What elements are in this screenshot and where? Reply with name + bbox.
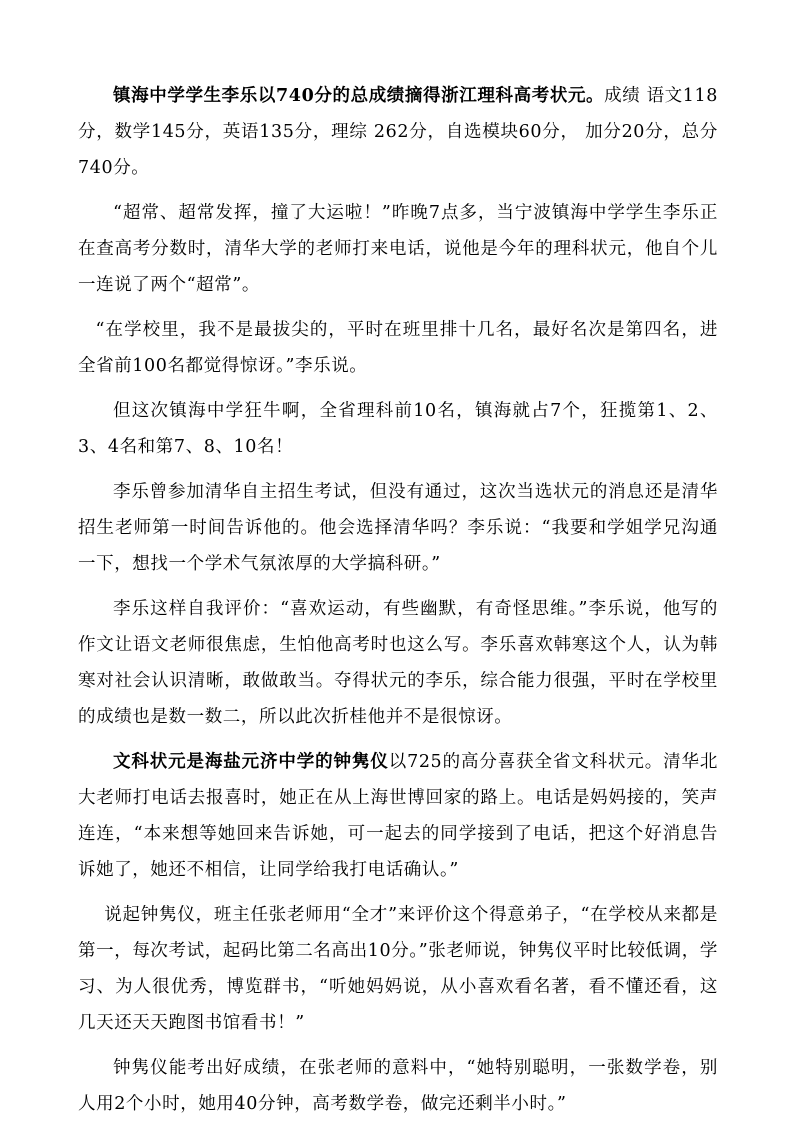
document-body	[78, 78, 718, 1131]
paragraph-text: 成绩 语文118分，数学145分，英语135分，理综 262分，自选模块60分， 加分20分，总分740分。	[78, 86, 719, 178]
paragraph-arts-champion	[78, 744, 718, 888]
paragraph-text: 钟隽仪能考出好成绩，在张老师的意料中，“她特别聪明，一张数学卷，别人用2个小时，她用40分钟，高考数学卷，做完还剩半小时。”	[78, 1058, 718, 1114]
paragraph-tsinghua	[78, 474, 718, 582]
paragraph-text: 李乐曾参加清华自主招生考试，但没有通过，这次当选状元的消息还是清华招生老师第一时间告诉他的。他会选择清华吗？李乐说：“我要和学姐学兄沟通一下，想找一个学术气氛浓厚的大学搞科研。”	[78, 482, 718, 574]
paragraph-text: “超常、超常发挥，撞了大运啦！”昨晚7点多，当宁波镇海中学学生李乐正在查高考分数时，清华大学的老师打来电话，说他是今年的理科状元，他自个儿一连说了两个“超常”。	[78, 203, 718, 295]
paragraph-li-le-score	[78, 78, 718, 186]
headline-li-le: 镇海中学学生李乐以740分的总成绩摘得浙江理科高考状元。	[113, 86, 605, 106]
paragraph-super-performance	[78, 195, 718, 303]
paragraph-math-exam	[78, 1050, 718, 1122]
paragraph-text: 说起钟隽仪，班主任张老师用“全才”来评价这个得意弟子，“在学校从来都是第一，每次考试，起码比第二名高出10分。”张老师说，钟隽仪平时比较低调，学习、为人很优秀，博览群书，“听她妈妈说，从小喜欢看名著，看不懂还看，这几天还天天跑图书馆看书！”	[78, 905, 718, 1033]
paragraph-text: “在学校里，我不是最拔尖的，平时在班里排十几名，最好名次是第四名，进全省前100名都觉得惊讶。”李乐说。	[78, 320, 718, 376]
headline-zhong-junyi: 文科状元是海盐元济中学的钟隽仪	[113, 752, 389, 772]
paragraph-teacher-zhang	[78, 897, 718, 1041]
paragraph-text: 李乐这样自我评价：“喜欢运动，有些幽默，有奇怪思维。”李乐说，他写的作文让语文老师很焦虑，生怕他高考时也这么写。李乐喜欢韩寒这个人，认为韩寒对社会认识清晰，敢做敢当。夺得状元的李乐，综合能力很强，平时在学校里的成绩也是数一数二，所以此次折桂他并不是很惊讶。	[78, 599, 718, 727]
paragraph-text: 以725的高分喜获全省文科状元。清华北大老师打电话去报喜时，她正在从上海世博回家的路上。电话是妈妈接的，笑声连连，“本来想等她回来告诉她，可一起去的同学接到了电话，把这个好消息告诉她了，她还不相信，让同学给我打电话确认。”	[78, 752, 718, 880]
paragraph-in-school	[78, 312, 718, 384]
paragraph-zhenhai-top10	[78, 393, 718, 465]
paragraph-self-evaluation	[78, 591, 718, 735]
paragraph-text: 但这次镇海中学狂牛啊，全省理科前10名，镇海就占7个，狂揽第1、2、3、4名和第7、8、10名！	[78, 401, 718, 457]
